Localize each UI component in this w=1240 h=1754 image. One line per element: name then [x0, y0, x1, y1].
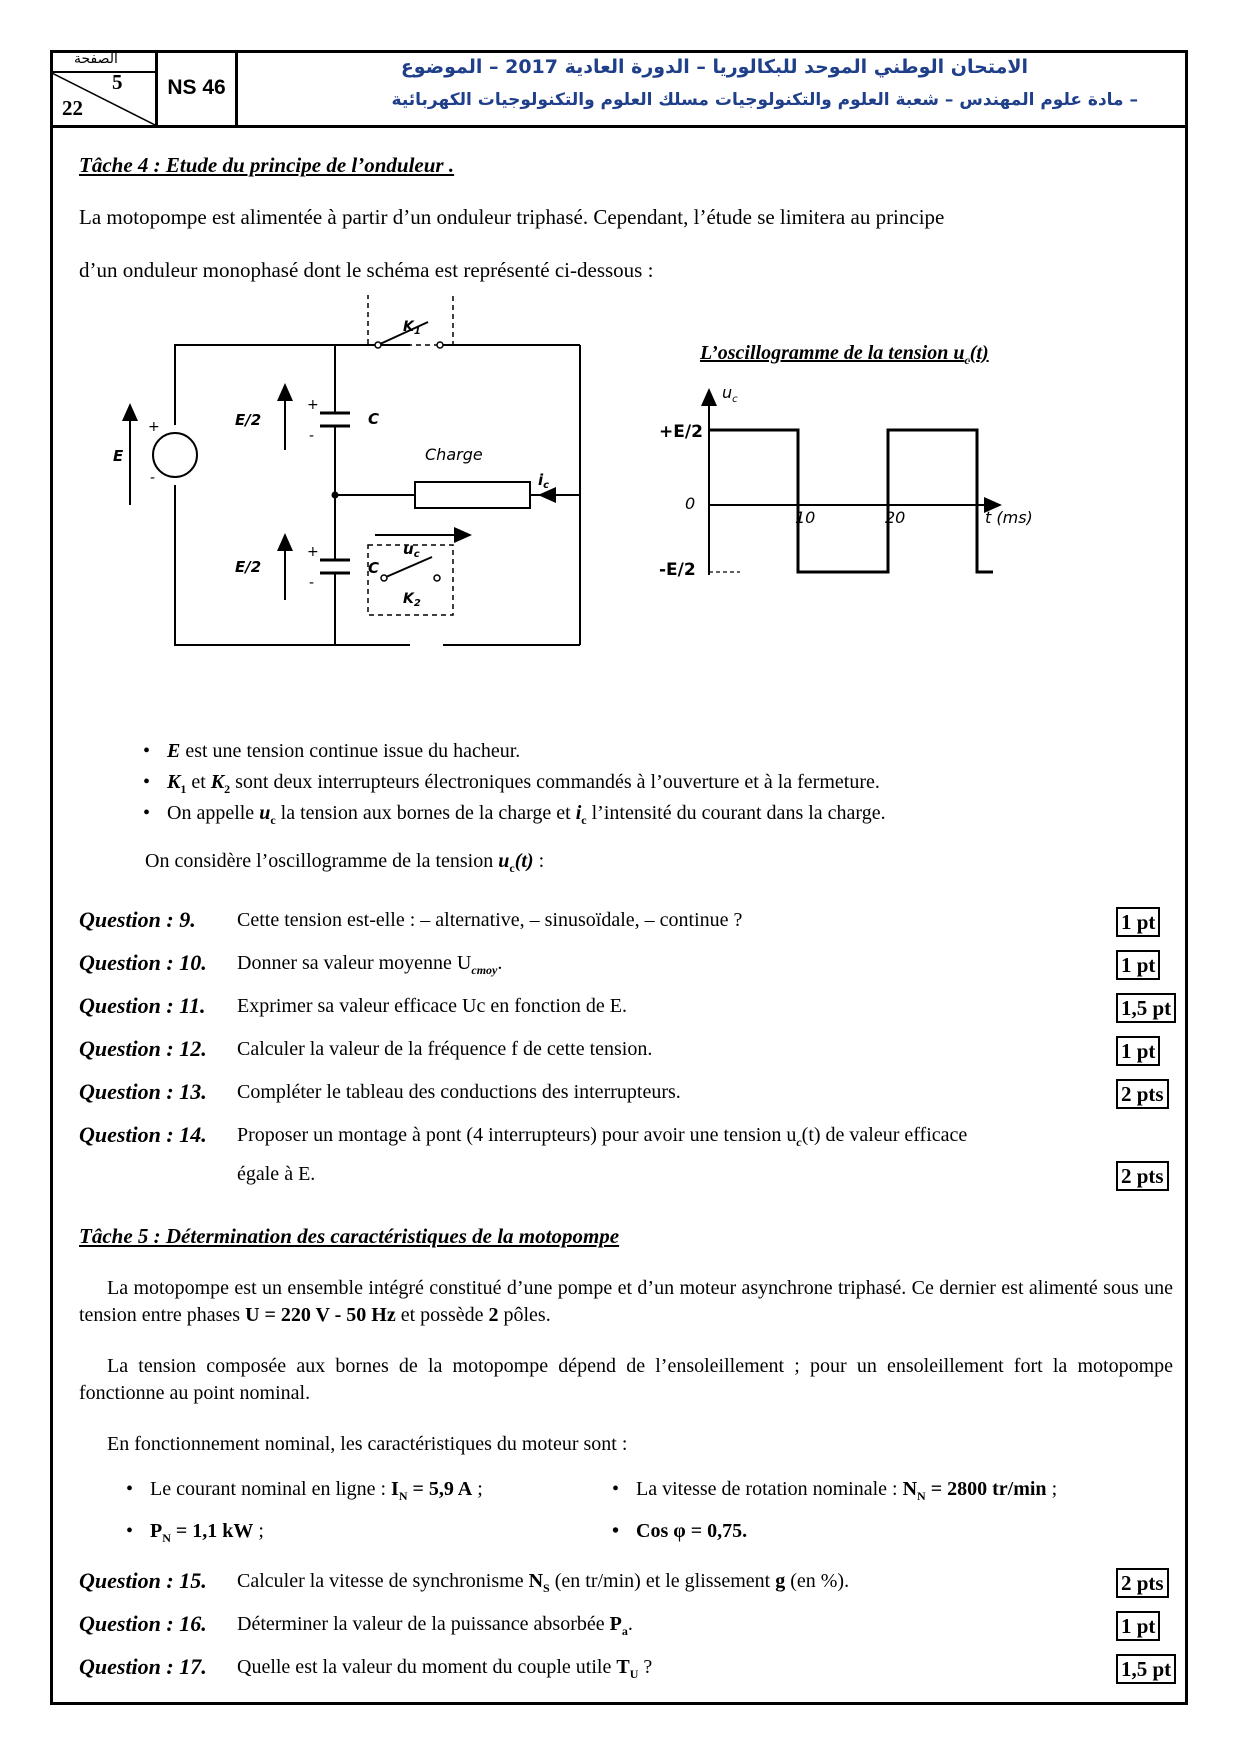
bullet-uc-ic: • On appelle $u_c$ la tension aux bornes de la charge et $i_c$ l’intensité du courant dans la charge. — [167, 802, 886, 828]
page-number: 5 — [112, 70, 123, 94]
inverter-circuit-diagram — [110, 295, 610, 695]
question-17-points: 1,5 pt — [1116, 1654, 1176, 1684]
oscillogram-chart — [655, 375, 1075, 595]
question-10-points: 1 pt — [1116, 950, 1160, 980]
question-12-text: Calculer la valeur de la fréquence f de cette tension. — [237, 1038, 653, 1060]
tick-20-label: 20 — [885, 508, 906, 527]
task5-paragraph-2: La tension composée aux bornes de la motopompe dépend de l’ensoleillement ; pour un ensoleillement fort la motopompe fonctionne au point nominal. — [79, 1355, 1173, 1404]
question-15-text: Calculer la vitesse de synchronisme $N_S$ (en tr/min) et le glissement g (en %). — [237, 1570, 850, 1595]
lower-capacitor-label: C — [368, 559, 380, 577]
lower-capacitor-minus: - — [309, 575, 315, 591]
question-12-points: 1 pt — [1116, 1036, 1160, 1066]
question-14-label: Question : 14. — [79, 1122, 207, 1147]
current-label: $i_c$ — [538, 471, 550, 491]
char-power: • $P_N = 1,1$ kW ; — [150, 1520, 264, 1546]
zero-label: 0 — [685, 494, 696, 513]
upper-capacitor-plus: + — [307, 397, 319, 413]
question-15-label: Question : 15. — [79, 1568, 207, 1593]
switch-k1-label: $K_1$ — [403, 319, 421, 337]
upper-capacitor-minus: - — [309, 428, 315, 444]
task5-paragraph-1: La motopompe est un ensemble intégré constitué d’une pompe et d’un moteur asynchrone triphasé. Ce dernier est alimenté sous une tension entre phases U = 220 V - 50 Hz et possède 2 pôles. — [79, 1277, 1173, 1326]
task5-paragraph-3: En fonctionnement nominal, les caractéristiques du moteur sont : — [107, 1433, 628, 1455]
bullet-k1-k2: • $K_1$ et $K_2$ sont deux interrupteurs électroniques commandés à l’ouverture et à la fermeture. — [167, 771, 880, 797]
char-speed: • La vitesse de rotation nominale : $N_N = 2800$ tr/min ; — [636, 1478, 1057, 1504]
bottom-level-label: -E/2 — [659, 560, 696, 580]
top-level-label: +E/2 — [659, 422, 703, 442]
question-10-label: Question : 10. — [79, 950, 207, 975]
task5-title: Tâche 5 : Détermination des caractéristiques de la motopompe — [79, 1224, 620, 1248]
char-current: • Le courant nominal en ligne : $I_N = 5,9$ A ; — [150, 1478, 483, 1504]
switch-k2-label: $K_2$ — [403, 591, 421, 609]
x-axis-label: t (ms) — [985, 508, 1033, 527]
lower-half-voltage: E/2 — [235, 558, 262, 576]
exam-code: NS 46 — [158, 50, 238, 125]
load-label: Charge — [425, 445, 483, 464]
question-9-text: Cette tension est-elle : – alternative, – sinusoïdale, – continue ? — [237, 909, 743, 931]
switch-k2 — [381, 557, 440, 581]
task4-intro-line1: La motopompe est alimentée à partir d’un onduleur triphasé. Cependant, l’étude se limitera au principe — [79, 205, 945, 229]
question-9-points: 1 pt — [1116, 907, 1160, 937]
source-label: E — [113, 447, 124, 465]
question-13-label: Question : 13. — [79, 1079, 207, 1104]
question-10-text: Donner sa valeur moyenne $U_{cmoy}$. — [237, 952, 503, 977]
oscillogram-title: L’oscillogramme de la tension $u_c(t)$ — [700, 342, 989, 367]
load-resistor — [415, 482, 530, 508]
voltage-source — [153, 433, 197, 477]
question-14-text: Proposer un montage à pont (4 interrupteurs) pour avoir une tension $u_c(t)$ de valeur efficace — [237, 1124, 968, 1149]
question-13-text: Compléter le tableau des conductions des interrupteurs. — [237, 1081, 681, 1103]
y-axis-label: $u_c$ — [722, 383, 738, 405]
question-11-text: Exprimer sa valeur efficace Uc en fonction de E. — [237, 995, 627, 1017]
bullet-e: • E est une tension continue issue du hacheur. — [167, 740, 520, 763]
question-13-points: 2 pts — [1116, 1079, 1169, 1109]
square-wave-trace — [709, 430, 993, 572]
voltage-label: $u_c$ — [403, 540, 420, 560]
lower-capacitor-plus: + — [307, 544, 319, 560]
question-14-text-line2: égale à E. — [237, 1163, 316, 1185]
question-16-text: Déterminer la valeur de la puissance absorbée $P_a$. — [237, 1613, 633, 1638]
question-11-label: Question : 11. — [79, 993, 206, 1018]
question-14-points: 2 pts — [1116, 1161, 1169, 1191]
source-minus: - — [150, 470, 156, 486]
question-17-text: Quelle est la valeur du moment du couple utile $T_U$ ? — [237, 1656, 653, 1681]
exam-header — [50, 50, 1188, 128]
char-cosphi: • Cos φ = 0,75. — [636, 1520, 747, 1543]
question-17-label: Question : 17. — [79, 1654, 207, 1679]
upper-half-voltage: E/2 — [235, 411, 262, 429]
question-11-points: 1,5 pt — [1116, 993, 1176, 1023]
question-15-points: 2 pts — [1116, 1568, 1169, 1598]
question-16-points: 1 pt — [1116, 1611, 1160, 1641]
node-dot — [332, 492, 339, 499]
upper-capacitor-label: C — [368, 410, 380, 428]
source-plus: + — [148, 419, 160, 435]
question-12-label: Question : 12. — [79, 1036, 207, 1061]
tick-10-label: 10 — [795, 508, 816, 527]
exam-title: الامتحان الوطني الموحد للبكالوريا – الدورة العادية 2017 – الموضوع — [400, 56, 1028, 78]
page-label: الصفحة — [74, 51, 118, 67]
task4-title: Tâche 4 : Etude du principe de l’onduleur . — [79, 153, 455, 177]
page-number-box — [50, 50, 158, 125]
question-16-label: Question : 16. — [79, 1611, 207, 1636]
page-total: 22 — [62, 96, 83, 120]
exam-subtitle: – مادة علوم المهندس – شعبة العلوم والتكنولوجيات مسلك العلوم والتكنولوجيات الكهربائية — [391, 90, 1138, 110]
task4-intro-line2: d’un onduleur monophasé dont le schéma est représenté ci-dessous : — [79, 258, 654, 282]
consider-oscillogram: On considère l’oscillogramme de la tension $u_c(t)$ : — [145, 850, 545, 875]
question-9-label: Question : 9. — [79, 907, 196, 932]
